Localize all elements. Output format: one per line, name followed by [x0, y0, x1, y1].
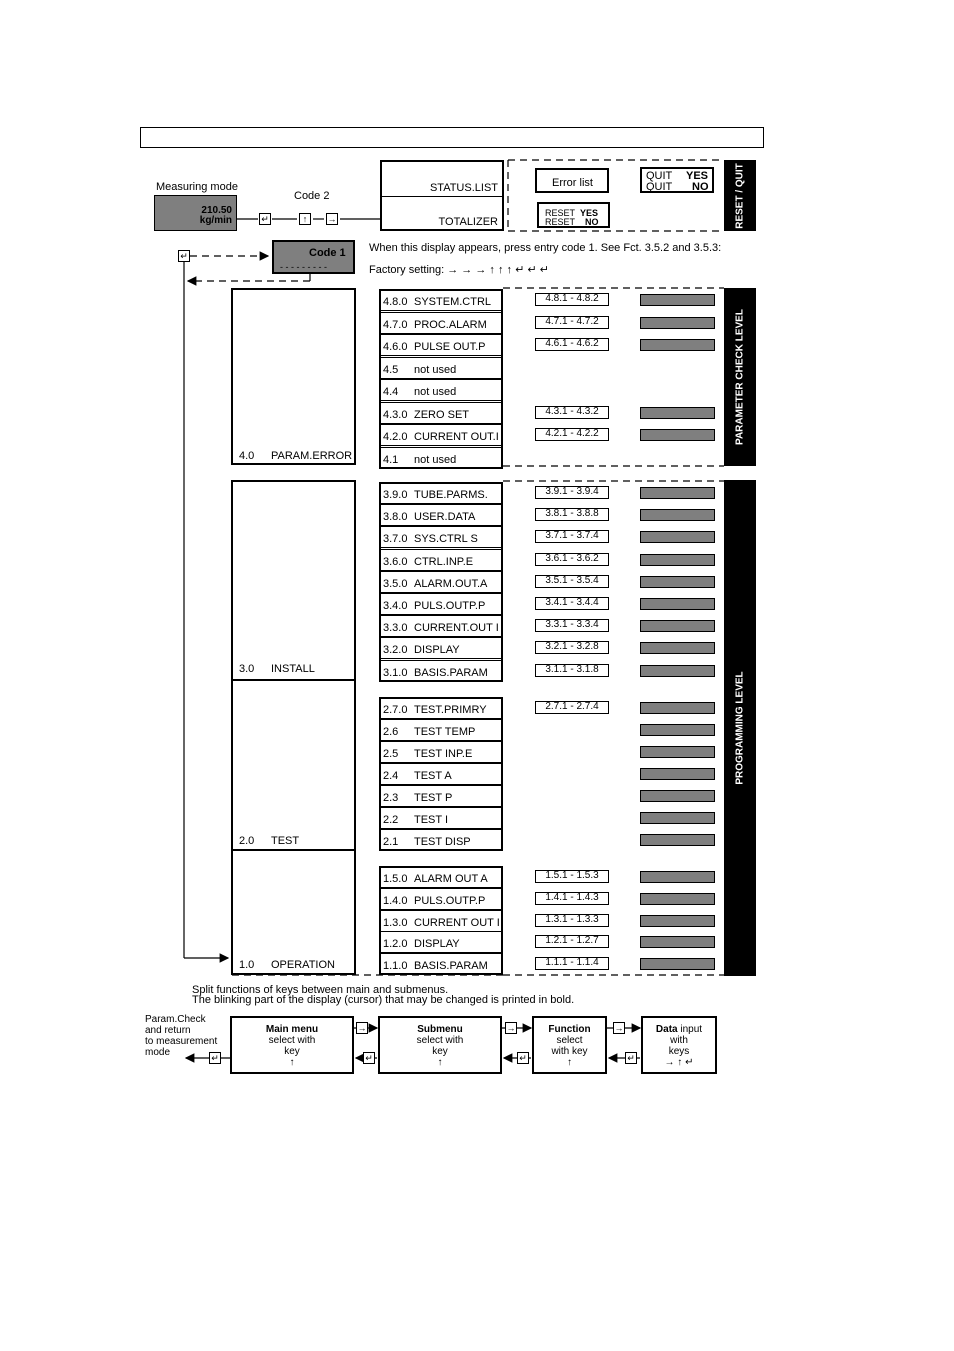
- key-title: Main menu: [265, 1024, 319, 1035]
- submenu-num: 3.1.0: [383, 666, 408, 679]
- key-line2: with: [670, 1035, 688, 1046]
- reset-box[interactable]: [537, 202, 610, 228]
- submenu-label: BASIS.PARAM: [414, 666, 488, 679]
- key-title: Submenu: [417, 1024, 463, 1035]
- submenu-label: SYS.CTRL S: [414, 533, 478, 546]
- submenu-label: ALARM.OUT.A: [414, 577, 488, 590]
- header-bar: [140, 127, 764, 148]
- up-arrow-icon: ↑: [567, 1057, 572, 1068]
- function-range: 2.7.1 - 2.7.4: [535, 701, 609, 714]
- totalizer-item[interactable]: TOTALIZER: [438, 216, 498, 228]
- submenu-num: 1.2.0: [383, 938, 408, 951]
- data-display-field: [640, 724, 715, 736]
- submenu-label: TEST INP.E: [414, 748, 473, 760]
- right-key-icon[interactable]: →: [357, 1023, 367, 1033]
- submenu-label: CURRENT OUT.I: [414, 431, 499, 443]
- function-range: 1.3.1 - 1.3.3: [535, 914, 609, 927]
- measuring-mode-label: Measuring mode: [156, 181, 238, 193]
- submenu-label: ZERO SET: [414, 408, 470, 421]
- data-display-field: [640, 317, 715, 329]
- param-check-level-bar: [724, 288, 756, 466]
- right-key-icon[interactable]: →: [506, 1023, 516, 1033]
- submenu-num: 4.5: [383, 363, 399, 376]
- data-display-field: [640, 554, 715, 566]
- submenu-num: 3.9.0: [383, 489, 408, 501]
- data-display-field: [640, 620, 715, 632]
- submenu-label: TEST.PRIMRY: [414, 704, 487, 716]
- data-display-field: [640, 871, 715, 883]
- quit-line1-value: YES: [686, 170, 709, 182]
- enter-key-icon[interactable]: ↵: [363, 1052, 375, 1064]
- data-display-field: [640, 531, 715, 543]
- programming-level-bar: [724, 480, 756, 976]
- submenu-num: 4.6.0: [383, 341, 408, 353]
- main-menu-operation[interactable]: [231, 849, 356, 975]
- data-display-field: [640, 812, 715, 824]
- main-menu-test[interactable]: [231, 679, 356, 851]
- main-menu-label: OPERATION: [271, 959, 335, 971]
- submenu-num: 4.3.0: [383, 408, 408, 421]
- submenu-label: CTRL.INP.E: [414, 555, 474, 568]
- status-list-item[interactable]: STATUS.LIST: [429, 182, 498, 194]
- submenu-label: USER.DATA: [414, 511, 476, 524]
- data-display-field: [640, 407, 715, 419]
- arrow-keys-icons: → ↑ ↵: [664, 1057, 694, 1068]
- data-display-field: [640, 509, 715, 521]
- data-display-field: [640, 576, 715, 588]
- main-menu-num: 1.0: [239, 959, 255, 971]
- enter-key-icon[interactable]: ↵: [259, 213, 271, 225]
- reset-line1-value: YES: [580, 208, 599, 218]
- main-menu-label: TEST: [271, 835, 300, 847]
- submenu-label: not used: [414, 453, 457, 466]
- data-display-field: [640, 294, 715, 306]
- submenu-num: 4.2.0: [383, 431, 408, 443]
- error-list-label: Error list: [552, 177, 593, 189]
- submenu-num: 2.7.0: [383, 704, 408, 716]
- data-display-field: [640, 487, 715, 499]
- main-menu-num: 4.0: [239, 450, 255, 462]
- code1-dashes: - - - - - - - - -: [280, 262, 327, 272]
- main-menu-label: INSTALL: [271, 663, 315, 675]
- reset-line2-value: NO: [585, 217, 599, 227]
- submenu-label: TEST P: [414, 792, 453, 804]
- submenu-num: 1.4.0: [383, 894, 408, 907]
- submenu-num: 3.2.0: [383, 644, 408, 657]
- quit-line2-value: NO: [692, 181, 709, 193]
- measuring-value: 210.50: [201, 205, 232, 216]
- data-display-field: [640, 834, 715, 846]
- main-menu-label: PARAM.ERROR: [271, 450, 353, 462]
- param-return-line1: Param.Check: [145, 1014, 206, 1025]
- code1-display: [272, 240, 355, 274]
- data-display-field: [640, 958, 715, 970]
- submenu-label: CURRENT OUT I: [414, 916, 500, 929]
- data-display-field: [640, 642, 715, 654]
- quit-box[interactable]: [640, 167, 714, 193]
- reset-line1-label: RESET: [545, 208, 576, 218]
- submenu-num: 2.6: [383, 726, 399, 738]
- function-range: 4.2.1 - 4.2.2: [535, 428, 609, 441]
- up-arrow-icon: ↑: [289, 1057, 295, 1068]
- main-menu-num: 2.0: [239, 835, 255, 847]
- submenu-label: PULS.OUTP.P: [414, 894, 486, 907]
- submenu-group-frame: [379, 697, 503, 851]
- submenu-num: 1.1.0: [383, 960, 408, 973]
- function-range: 3.1.1 - 3.1.8: [535, 664, 609, 677]
- footer-note-1: Split functions of keys between main and submenus.: [192, 984, 449, 996]
- submenu-label: TEST A: [414, 770, 452, 782]
- data-display-field: [640, 702, 715, 714]
- key-main-menu: [230, 1016, 354, 1074]
- submenu-num: 3.5.0: [383, 577, 408, 590]
- data-display-field: [640, 915, 715, 927]
- submenu-label: TEST TEMP: [414, 726, 476, 738]
- function-range: 3.9.1 - 3.9.4: [535, 486, 609, 499]
- function-range: 3.5.1 - 3.5.4: [535, 575, 609, 588]
- submenu-label: PULS.OUTP.P: [414, 600, 486, 612]
- data-display-field: [640, 339, 715, 351]
- code1-label: Code 1: [309, 247, 346, 259]
- submenu-num: 3.7.0: [383, 533, 408, 546]
- submenu-num: 2.2: [383, 814, 399, 826]
- submenu-label: DISPLAY: [414, 644, 460, 657]
- submenu-label: DISPLAY: [414, 938, 460, 951]
- function-range: 4.6.1 - 4.6.2: [535, 338, 609, 351]
- enter-key-icon[interactable]: ↵: [209, 1052, 221, 1064]
- key-title: Function: [548, 1024, 591, 1035]
- enter-key-icon[interactable]: ↵: [517, 1052, 529, 1064]
- function-range: 4.7.1 - 4.7.2: [535, 316, 609, 329]
- submenu-num: 1.5.0: [383, 873, 408, 885]
- status-totalizer-box: [380, 160, 504, 231]
- data-display-field: [640, 665, 715, 677]
- data-display-field: [640, 598, 715, 610]
- key-line2: select: [556, 1035, 583, 1046]
- function-range: 3.3.1 - 3.3.4: [535, 619, 609, 632]
- quit-line2-label: QUIT: [646, 181, 673, 193]
- function-range: 3.2.1 - 3.2.8: [535, 641, 609, 654]
- reset-quit-label: RESET / QUIT: [734, 162, 746, 229]
- submenu-num: 4.7.0: [383, 318, 408, 331]
- reset-line2-label: RESET: [545, 217, 576, 227]
- key-data-input: [641, 1016, 717, 1074]
- function-range: 4.8.1 - 4.8.2: [535, 293, 609, 306]
- data-display-field: [640, 936, 715, 948]
- function-range: 4.3.1 - 4.3.2: [535, 406, 609, 419]
- param-check-label: PARAMETER CHECK LEVEL: [734, 309, 746, 445]
- submenu-label: TEST I: [414, 814, 449, 826]
- measuring-display: [154, 195, 237, 231]
- submenu-label: not used: [414, 363, 457, 376]
- param-return-line4: mode: [145, 1047, 171, 1058]
- up-key-icon[interactable]: ↑: [299, 213, 311, 225]
- main-menu-install[interactable]: [231, 480, 356, 681]
- submenu-label: not used: [414, 386, 457, 398]
- key-submenu: [378, 1016, 502, 1074]
- function-range: 1.2.1 - 1.2.7: [535, 935, 609, 948]
- data-display-field: [640, 790, 715, 802]
- key-line3: with key: [551, 1046, 588, 1057]
- quit-line1-label: QUIT: [646, 170, 673, 182]
- function-range: 3.4.1 - 3.4.4: [535, 597, 609, 610]
- submenu-label: CURRENT.OUT I: [414, 622, 499, 635]
- error-list-box[interactable]: [535, 168, 609, 193]
- submenu-num: 4.1: [383, 453, 399, 466]
- factory-setting: Factory setting: → → → ↑ ↑ ↑ ↵ ↵ ↵: [369, 264, 549, 276]
- submenu-num: 2.3: [383, 792, 399, 804]
- key-line2: select with: [268, 1035, 316, 1046]
- submenu-num: 2.5: [383, 748, 399, 760]
- main-menu-num: 3.0: [239, 663, 255, 675]
- key-line3: key: [432, 1046, 448, 1057]
- programming-level-label: PROGRAMMING LEVEL: [734, 671, 746, 785]
- key-function: [532, 1016, 607, 1074]
- submenu-num: 3.3.0: [383, 622, 408, 635]
- footer-note-2: The blinking part of the display (cursor) that may be changed is printed in bold.: [192, 994, 575, 1006]
- submenu-group-frame: [379, 482, 503, 682]
- submenu-label: PROC.ALARM: [414, 318, 487, 331]
- data-display-field: [640, 746, 715, 758]
- function-range: 3.8.1 - 3.8.8: [535, 508, 609, 521]
- function-range: 3.7.1 - 3.7.4: [535, 530, 609, 543]
- submenu-num: 4.8.0: [383, 296, 408, 308]
- param-return-line3: to measurement: [145, 1036, 218, 1047]
- key-title: Data: [655, 1024, 678, 1035]
- measuring-unit: kg/min: [199, 215, 232, 226]
- submenu-label: PULSE OUT.P: [414, 341, 486, 353]
- function-range: 1.4.1 - 1.4.3: [535, 892, 609, 905]
- key-title-rest: input: [677, 1024, 703, 1035]
- submenu-num: 2.1: [383, 836, 399, 848]
- param-return-line2: and return: [145, 1025, 191, 1036]
- submenu-num: 1.3.0: [383, 916, 408, 929]
- up-arrow-icon: ↑: [437, 1057, 443, 1068]
- reset-quit-level-bar: [724, 160, 756, 231]
- function-range: 1.5.1 - 1.5.3: [535, 870, 609, 883]
- submenu-label: TUBE.PARMS.: [414, 489, 488, 501]
- submenu-num: 3.4.0: [383, 600, 408, 612]
- submenu-group-frame: [379, 866, 503, 975]
- key-line3: key: [284, 1046, 300, 1057]
- data-display-field: [640, 429, 715, 441]
- submenu-num: 4.4: [383, 386, 399, 398]
- submenu-group-frame: [379, 289, 503, 469]
- right-key-icon[interactable]: →: [327, 214, 337, 224]
- submenu-label: TEST DISP: [414, 836, 471, 848]
- key-line3: keys: [668, 1046, 690, 1057]
- submenu-label: ALARM OUT A: [414, 873, 488, 885]
- key-line2: select with: [416, 1035, 464, 1046]
- data-display-field: [640, 768, 715, 780]
- submenu-num: 3.6.0: [383, 555, 408, 568]
- enter-key-icon[interactable]: ↵: [625, 1052, 637, 1064]
- submenu-num: 3.8.0: [383, 511, 408, 524]
- submenu-num: 2.4: [383, 770, 399, 782]
- submenu-label: SYSTEM.CTRL: [414, 296, 492, 308]
- data-display-field: [640, 893, 715, 905]
- code2-label: Code 2: [294, 190, 330, 202]
- function-range: 1.1.1 - 1.1.4: [535, 957, 609, 970]
- function-range: 3.6.1 - 3.6.2: [535, 553, 609, 566]
- enter-key-icon[interactable]: ↵: [178, 250, 190, 262]
- main-menu-param-error[interactable]: [231, 288, 356, 465]
- submenu-label: BASIS.PARAM: [414, 960, 488, 973]
- right-key-icon[interactable]: →: [614, 1023, 624, 1033]
- code1-note: When this display appears, press entry code 1. See Fct. 3.5.2 and 3.5.3:: [369, 242, 722, 254]
